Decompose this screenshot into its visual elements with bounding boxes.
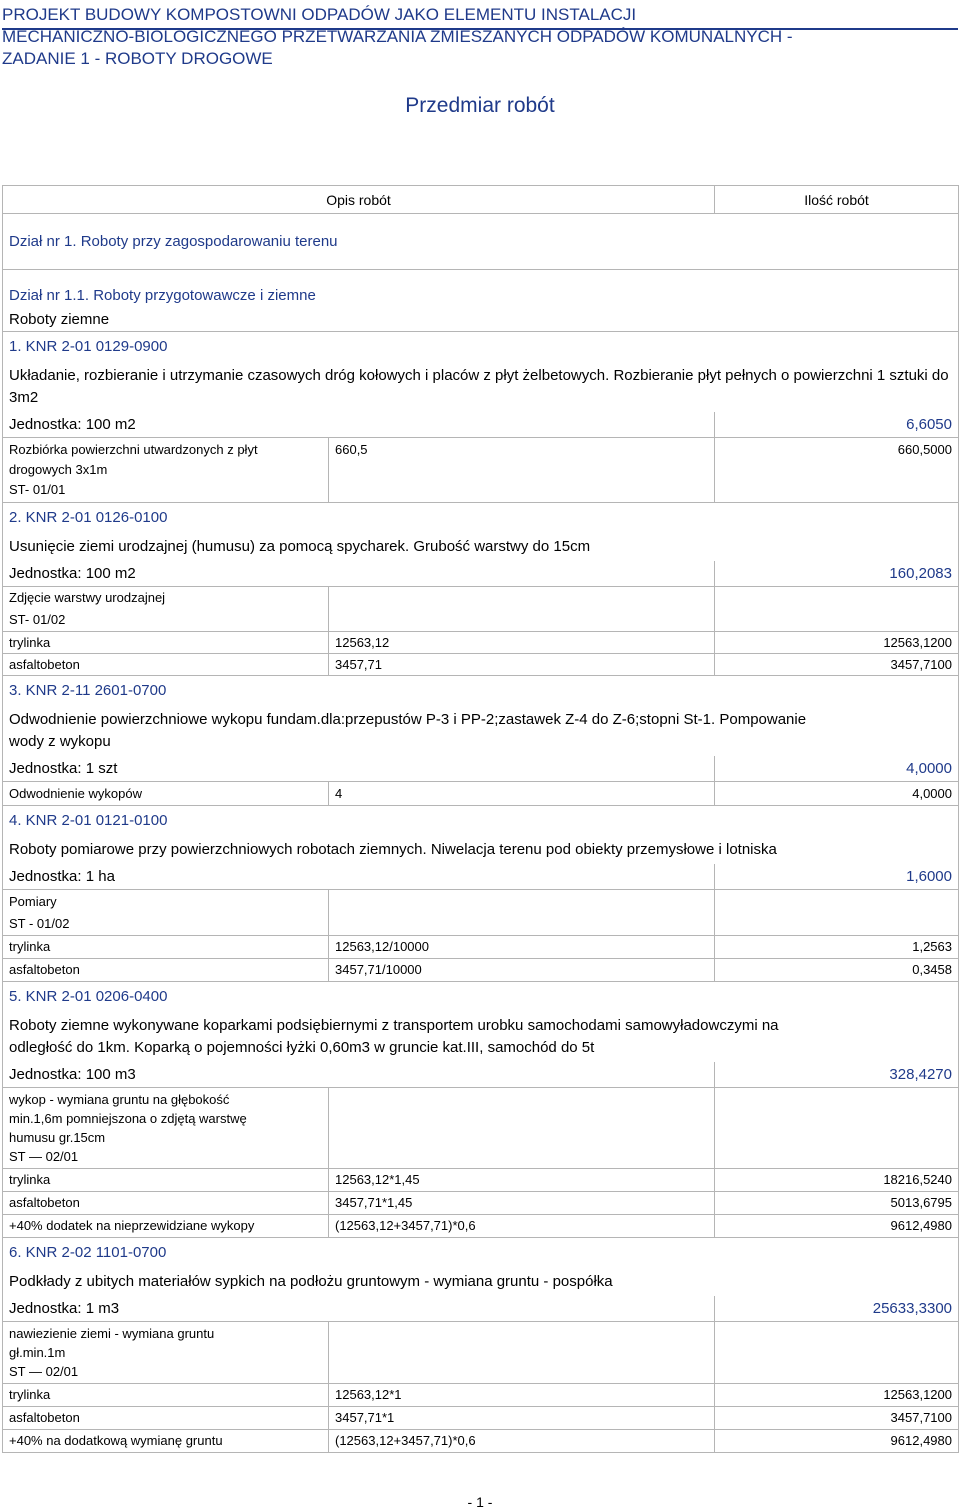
page-title: Przedmiar robót bbox=[405, 94, 555, 117]
item-unit: Jednostka: 1 szt bbox=[3, 756, 715, 782]
subsection-title: Dział nr 1.1. Roboty przygotowawcze i ziemne bbox=[3, 270, 959, 308]
calc-row bbox=[3, 1384, 959, 1407]
calc-label bbox=[3, 587, 329, 632]
calc-value: 1,2563 bbox=[715, 936, 959, 959]
calc-row bbox=[3, 1192, 959, 1215]
calc-value: 0,3458 bbox=[715, 959, 959, 982]
project-title-line-3: ZADANIE 1 - ROBOTY DROGOWE bbox=[2, 49, 273, 68]
calc-value bbox=[715, 587, 959, 632]
calc-label-text: nawiezienie ziemi - wymiana gruntu gł.min.1m bbox=[9, 1326, 215, 1360]
column-header-row bbox=[3, 186, 959, 214]
calc-expression: 3457,71*1 bbox=[329, 1407, 715, 1430]
item-unit: Jednostka: 100 m2 bbox=[3, 412, 715, 438]
item-unit-row bbox=[3, 412, 959, 438]
subsection-subtitle-row bbox=[3, 308, 959, 332]
calc-reference: ST- 01/02 bbox=[9, 612, 66, 627]
calc-label-text: Zdjęcie warstwy urodzajnej bbox=[9, 590, 166, 605]
item-unit: Jednostka: 1 m3 bbox=[3, 1296, 715, 1322]
calc-label: asfaltobeton bbox=[3, 959, 329, 982]
calc-row bbox=[3, 1088, 959, 1169]
item-quantity: 1,6000 bbox=[715, 864, 959, 890]
item-quantity: 6,6050 bbox=[715, 412, 959, 438]
calc-value bbox=[715, 1088, 959, 1169]
item-code-row bbox=[3, 982, 959, 1012]
calc-reference: ST- 01/01 bbox=[9, 482, 66, 497]
item-code-row bbox=[3, 676, 959, 706]
project-title-line-2: MECHANICZNO-BIOLOGICZNEGO PRZETWARZANIA ZMIESZANYCH ODPADÓW KOMUNALNYCH - bbox=[2, 27, 793, 46]
calc-label: asfaltobeton bbox=[3, 1407, 329, 1430]
item-description-row bbox=[3, 706, 959, 756]
calc-expression bbox=[329, 587, 715, 632]
item-code: 1. KNR 2-01 0129-0900 bbox=[3, 332, 959, 362]
item-code: 5. KNR 2-01 0206-0400 bbox=[3, 982, 959, 1012]
calc-label: +40% dodatek na nieprzewidziane wykopy bbox=[3, 1215, 329, 1238]
item-code-row bbox=[3, 806, 959, 836]
item-unit-row bbox=[3, 864, 959, 890]
calc-reference: ST - 01/02 bbox=[9, 916, 70, 931]
item-code: 6. KNR 2-02 1101-0700 bbox=[3, 1238, 959, 1268]
calc-label-text: wykop - wymiana gruntu na głębokość min.1,6m pomniejszona o zdjętą warstwę humusu gr.15cm bbox=[9, 1092, 247, 1145]
page-number: - 1 - bbox=[467, 1494, 493, 1510]
calc-value bbox=[715, 890, 959, 936]
calc-label-text: Pomiary bbox=[9, 894, 57, 909]
subsection-row bbox=[3, 270, 959, 308]
header-rule bbox=[2, 28, 958, 30]
calc-value: 3457,7100 bbox=[715, 654, 959, 676]
calc-label bbox=[3, 1322, 329, 1384]
document-header bbox=[2, 4, 958, 70]
calc-row bbox=[3, 1322, 959, 1384]
calc-row bbox=[3, 587, 959, 632]
calc-expression: 3457,71/10000 bbox=[329, 959, 715, 982]
calc-expression: 12563,12*1,45 bbox=[329, 1169, 715, 1192]
calc-label: trylinka bbox=[3, 1384, 329, 1407]
item-unit: Jednostka: 1 ha bbox=[3, 864, 715, 890]
section-row bbox=[3, 214, 959, 270]
calc-row bbox=[3, 1430, 959, 1453]
item-quantity: 25633,3300 bbox=[715, 1296, 959, 1322]
calc-value: 4,0000 bbox=[715, 782, 959, 806]
calc-label: trylinka bbox=[3, 1169, 329, 1192]
calc-label: Odwodnienie wykopów bbox=[3, 782, 329, 806]
calc-label: +40% na dodatkową wymianę gruntu bbox=[3, 1430, 329, 1453]
item-description: Odwodnienie powierzchniowe wykopu fundam.dla:przepustów P-3 i PP-2;zastawek Z-4 do Z-6;stopni St-1. Pompowanie wody z wykopu bbox=[3, 706, 959, 756]
item-description-row bbox=[3, 533, 959, 561]
calc-label: asfaltobeton bbox=[3, 654, 329, 676]
calc-value: 5013,6795 bbox=[715, 1192, 959, 1215]
calc-expression: 12563,12 bbox=[329, 632, 715, 654]
item-unit-row bbox=[3, 756, 959, 782]
item-unit-row bbox=[3, 1296, 959, 1322]
item-description: Układanie, rozbieranie i utrzymanie czasowych dróg kołowych i placów z płyt żelbetowych. Rozbieranie płyt pełnych o powierzchni 1 sztuki do 3m2 bbox=[3, 362, 959, 412]
item-code: 3. KNR 2-11 2601-0700 bbox=[3, 676, 959, 706]
column-header-quantity: Ilość robót bbox=[715, 186, 959, 214]
calc-value: 9612,4980 bbox=[715, 1430, 959, 1453]
calc-value: 3457,7100 bbox=[715, 1407, 959, 1430]
calc-expression: 660,5 bbox=[329, 438, 715, 503]
calc-row bbox=[3, 890, 959, 936]
item-description: Podkłady z ubitych materiałów sypkich na podłożu gruntowym - wymiana gruntu - pospółka bbox=[3, 1268, 959, 1296]
calc-row bbox=[3, 654, 959, 676]
calc-expression: 3457,71*1,45 bbox=[329, 1192, 715, 1215]
calc-label: trylinka bbox=[3, 632, 329, 654]
item-quantity: 328,4270 bbox=[715, 1062, 959, 1088]
item-code: 4. KNR 2-01 0121-0100 bbox=[3, 806, 959, 836]
calc-expression: 12563,12*1 bbox=[329, 1384, 715, 1407]
item-unit: Jednostka: 100 m2 bbox=[3, 561, 715, 587]
calc-label: asfaltobeton bbox=[3, 1192, 329, 1215]
calc-expression bbox=[329, 890, 715, 936]
calc-value: 12563,1200 bbox=[715, 1384, 959, 1407]
item-code-row bbox=[3, 503, 959, 533]
item-description-row bbox=[3, 362, 959, 412]
calc-expression bbox=[329, 1322, 715, 1384]
item-unit-row bbox=[3, 1062, 959, 1088]
calc-value: 12563,1200 bbox=[715, 632, 959, 654]
calc-label bbox=[3, 890, 329, 936]
calc-value bbox=[715, 1322, 959, 1384]
subsection-subtitle: Roboty ziemne bbox=[3, 308, 959, 332]
calc-row bbox=[3, 1215, 959, 1238]
calc-expression: 12563,12/10000 bbox=[329, 936, 715, 959]
column-header-description: Opis robót bbox=[3, 186, 715, 214]
item-description-row bbox=[3, 836, 959, 864]
calc-row bbox=[3, 782, 959, 806]
calc-expression: 4 bbox=[329, 782, 715, 806]
calc-row bbox=[3, 959, 959, 982]
item-description: Usunięcie ziemi urodzajnej (humusu) za pomocą spycharek. Grubość warstwy do 15cm bbox=[3, 533, 959, 561]
item-code-row bbox=[3, 1238, 959, 1268]
calc-value: 18216,5240 bbox=[715, 1169, 959, 1192]
item-quantity: 4,0000 bbox=[715, 756, 959, 782]
calc-label: trylinka bbox=[3, 936, 329, 959]
section-title: Dział nr 1. Roboty przy zagospodarowaniu terenu bbox=[3, 214, 959, 270]
calc-label-text: Rozbiórka powierzchni utwardzonych z płyt drogowych 3x1m bbox=[9, 442, 258, 477]
item-description: Roboty ziemne wykonywane koparkami podsiębiernymi z transportem urobku samochodami samowyładowczymi na odległość do 1km. Koparką o pojemności łyżki 0,60m3 w gruncie kat.III, samochód do 5t bbox=[3, 1012, 959, 1062]
item-unit: Jednostka: 100 m3 bbox=[3, 1062, 715, 1088]
calc-label bbox=[3, 438, 329, 503]
item-description-row bbox=[3, 1268, 959, 1296]
item-unit-row bbox=[3, 561, 959, 587]
item-code: 2. KNR 2-01 0126-0100 bbox=[3, 503, 959, 533]
calc-expression: (12563,12+3457,71)*0,6 bbox=[329, 1215, 715, 1238]
calc-row bbox=[3, 1169, 959, 1192]
calc-row bbox=[3, 632, 959, 654]
item-description-row bbox=[3, 1012, 959, 1062]
estimate-table bbox=[2, 185, 959, 1453]
calc-value: 9612,4980 bbox=[715, 1215, 959, 1238]
calc-row bbox=[3, 438, 959, 503]
calc-expression: (12563,12+3457,71)*0,6 bbox=[329, 1430, 715, 1453]
project-title-line-1: PROJEKT BUDOWY KOMPOSTOWNI ODPADÓW JAKO ELEMENTU INSTALACJI bbox=[2, 5, 637, 24]
calc-expression bbox=[329, 1088, 715, 1169]
item-quantity: 160,2083 bbox=[715, 561, 959, 587]
calc-value: 660,5000 bbox=[715, 438, 959, 503]
calc-label bbox=[3, 1088, 329, 1169]
calc-row bbox=[3, 1407, 959, 1430]
calc-expression: 3457,71 bbox=[329, 654, 715, 676]
calc-reference: ST — 02/01 bbox=[9, 1149, 79, 1164]
calc-row bbox=[3, 936, 959, 959]
item-description: Roboty pomiarowe przy powierzchniowych robotach ziemnych. Niwelacja terenu pod obiekty przemysłowe i lotniska bbox=[3, 836, 959, 864]
item-code-row bbox=[3, 332, 959, 362]
calc-reference: ST — 02/01 bbox=[9, 1364, 79, 1379]
